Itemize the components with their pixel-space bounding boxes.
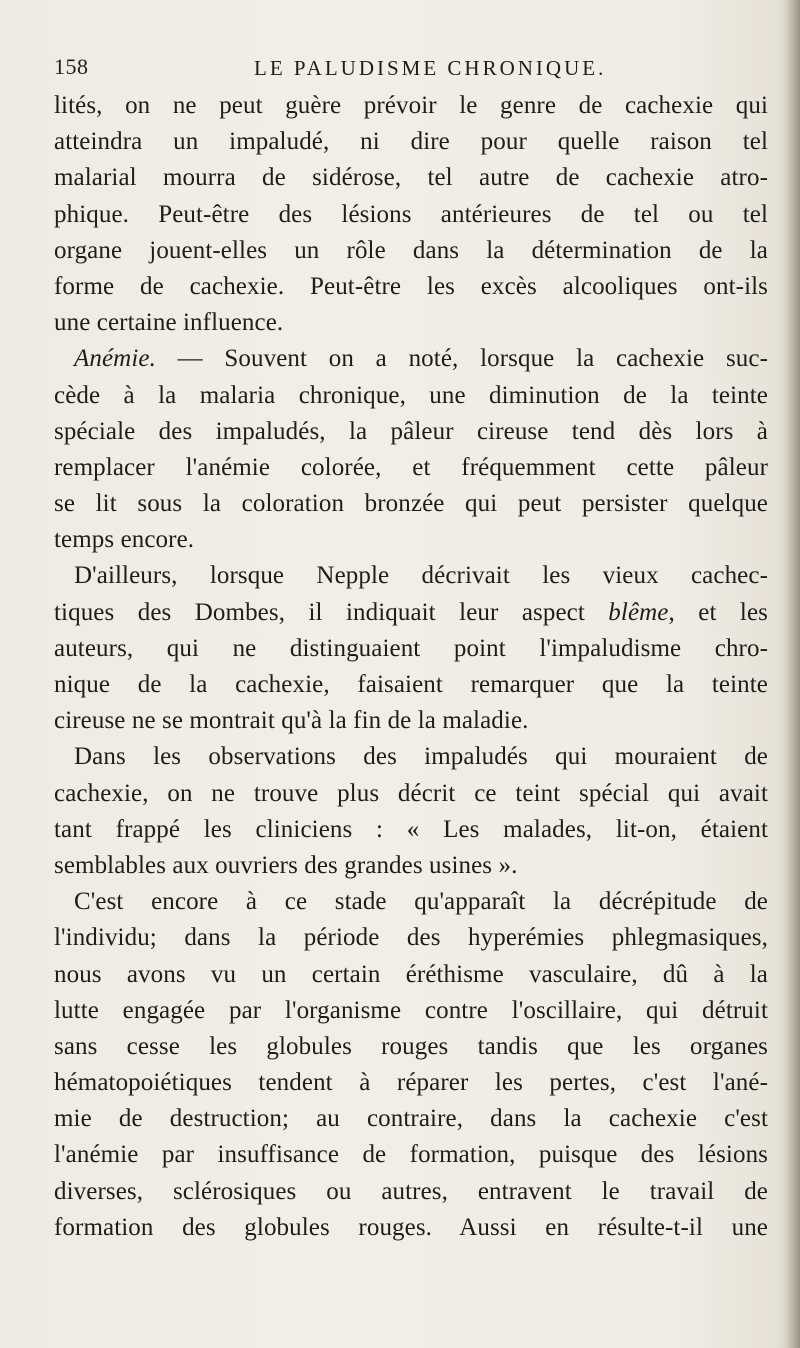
text-line: nous avons vu un certain éréthisme vasculaire, dû à la bbox=[54, 960, 768, 988]
text-line: mie de destruction; au contraire, dans la cachexie c'est bbox=[54, 1105, 768, 1133]
text-line: phique. Peut-être des lésions antérieures de tel ou tel bbox=[54, 200, 768, 228]
running-title: LE PALUDISME CHRONIQUE. bbox=[254, 56, 607, 80]
text-line: forme de cachexie. Peut-être les excès alcooliques ont-ils bbox=[54, 272, 768, 300]
text-line: l'individu; dans la période des hyperémies phlegmasiques, bbox=[54, 924, 768, 952]
text-line: se lit sous la coloration bronzée qui peut persister quelque bbox=[54, 490, 768, 518]
text-line: atteindra un impaludé, ni dire pour quelle raison tel bbox=[54, 128, 768, 156]
text-line: D'ailleurs, lorsque Nepple décrivait les vieux cachec- bbox=[74, 562, 768, 590]
text-line: lutte engagée par l'organisme contre l'oscillaire, qui détruit bbox=[54, 996, 768, 1024]
text-line: semblables aux ouvriers des grandes usines ». bbox=[54, 851, 518, 879]
text-line: cachexie, on ne trouve plus décrit ce teint spécial qui avait bbox=[54, 779, 768, 807]
text-line: lités, on ne peut guère prévoir le genre de cachexie qui bbox=[54, 92, 768, 119]
text-line: remplacer l'anémie colorée, et fréquemment cette pâleur bbox=[54, 453, 768, 481]
text-line: cireuse ne se montrait qu'à la fin de la maladie. bbox=[54, 707, 529, 735]
text-line: formation des globules rouges. Aussi en résulte-t-il une bbox=[54, 1213, 768, 1241]
text-line: temps encore. bbox=[54, 526, 195, 554]
text-line: diverses, sclérosiques ou autres, entravent le travail de bbox=[54, 1177, 768, 1205]
text-line: organe jouent-elles un rôle dans la détermination de la bbox=[54, 236, 768, 264]
text-line: une certaine influence. bbox=[54, 309, 284, 337]
section-heading: Anémie. bbox=[74, 345, 156, 373]
text-line: Anémie. — Souvent on a noté, lorsque la cachexie suc- bbox=[74, 345, 768, 373]
text-line: auteurs, qui ne distinguaient point l'impaludisme chro- bbox=[54, 634, 768, 662]
text-line: hématopoiétiques tendent à réparer les pertes, c'est l'ané- bbox=[54, 1069, 768, 1097]
text-line: Dans les observations des impaludés qui mouraient de bbox=[74, 743, 768, 771]
emphasis: blême bbox=[608, 598, 669, 626]
text-line: cède à la malaria chronique, une diminution de la teinte bbox=[54, 381, 768, 409]
page-edge-shadow bbox=[786, 0, 800, 1348]
text-line: l'anémie par insuffisance de formation, puisque des lésions bbox=[54, 1141, 768, 1169]
running-head bbox=[54, 54, 754, 84]
text-line: nique de la cachexie, faisaient remarquer que la teinte bbox=[54, 671, 768, 698]
text-line: spéciale des impaludés, la pâleur cireuse tend dès lors à bbox=[54, 417, 768, 445]
text-line: tiques des Dombes, il indiquait leur aspect blême, et les bbox=[54, 598, 768, 626]
text-line: C'est encore à ce stade qu'apparaît la décrépitude de bbox=[74, 888, 768, 916]
page-number: 158 bbox=[54, 54, 89, 79]
body-text bbox=[54, 88, 768, 1246]
text-line: sans cesse les globules rouges tandis que les organes bbox=[54, 1032, 768, 1060]
text-line: tant frappé les cliniciens : « Les malades, lit-on, étaient bbox=[54, 815, 768, 843]
text-line: malarial mourra de sidérose, tel autre de cachexie atro- bbox=[54, 164, 768, 192]
